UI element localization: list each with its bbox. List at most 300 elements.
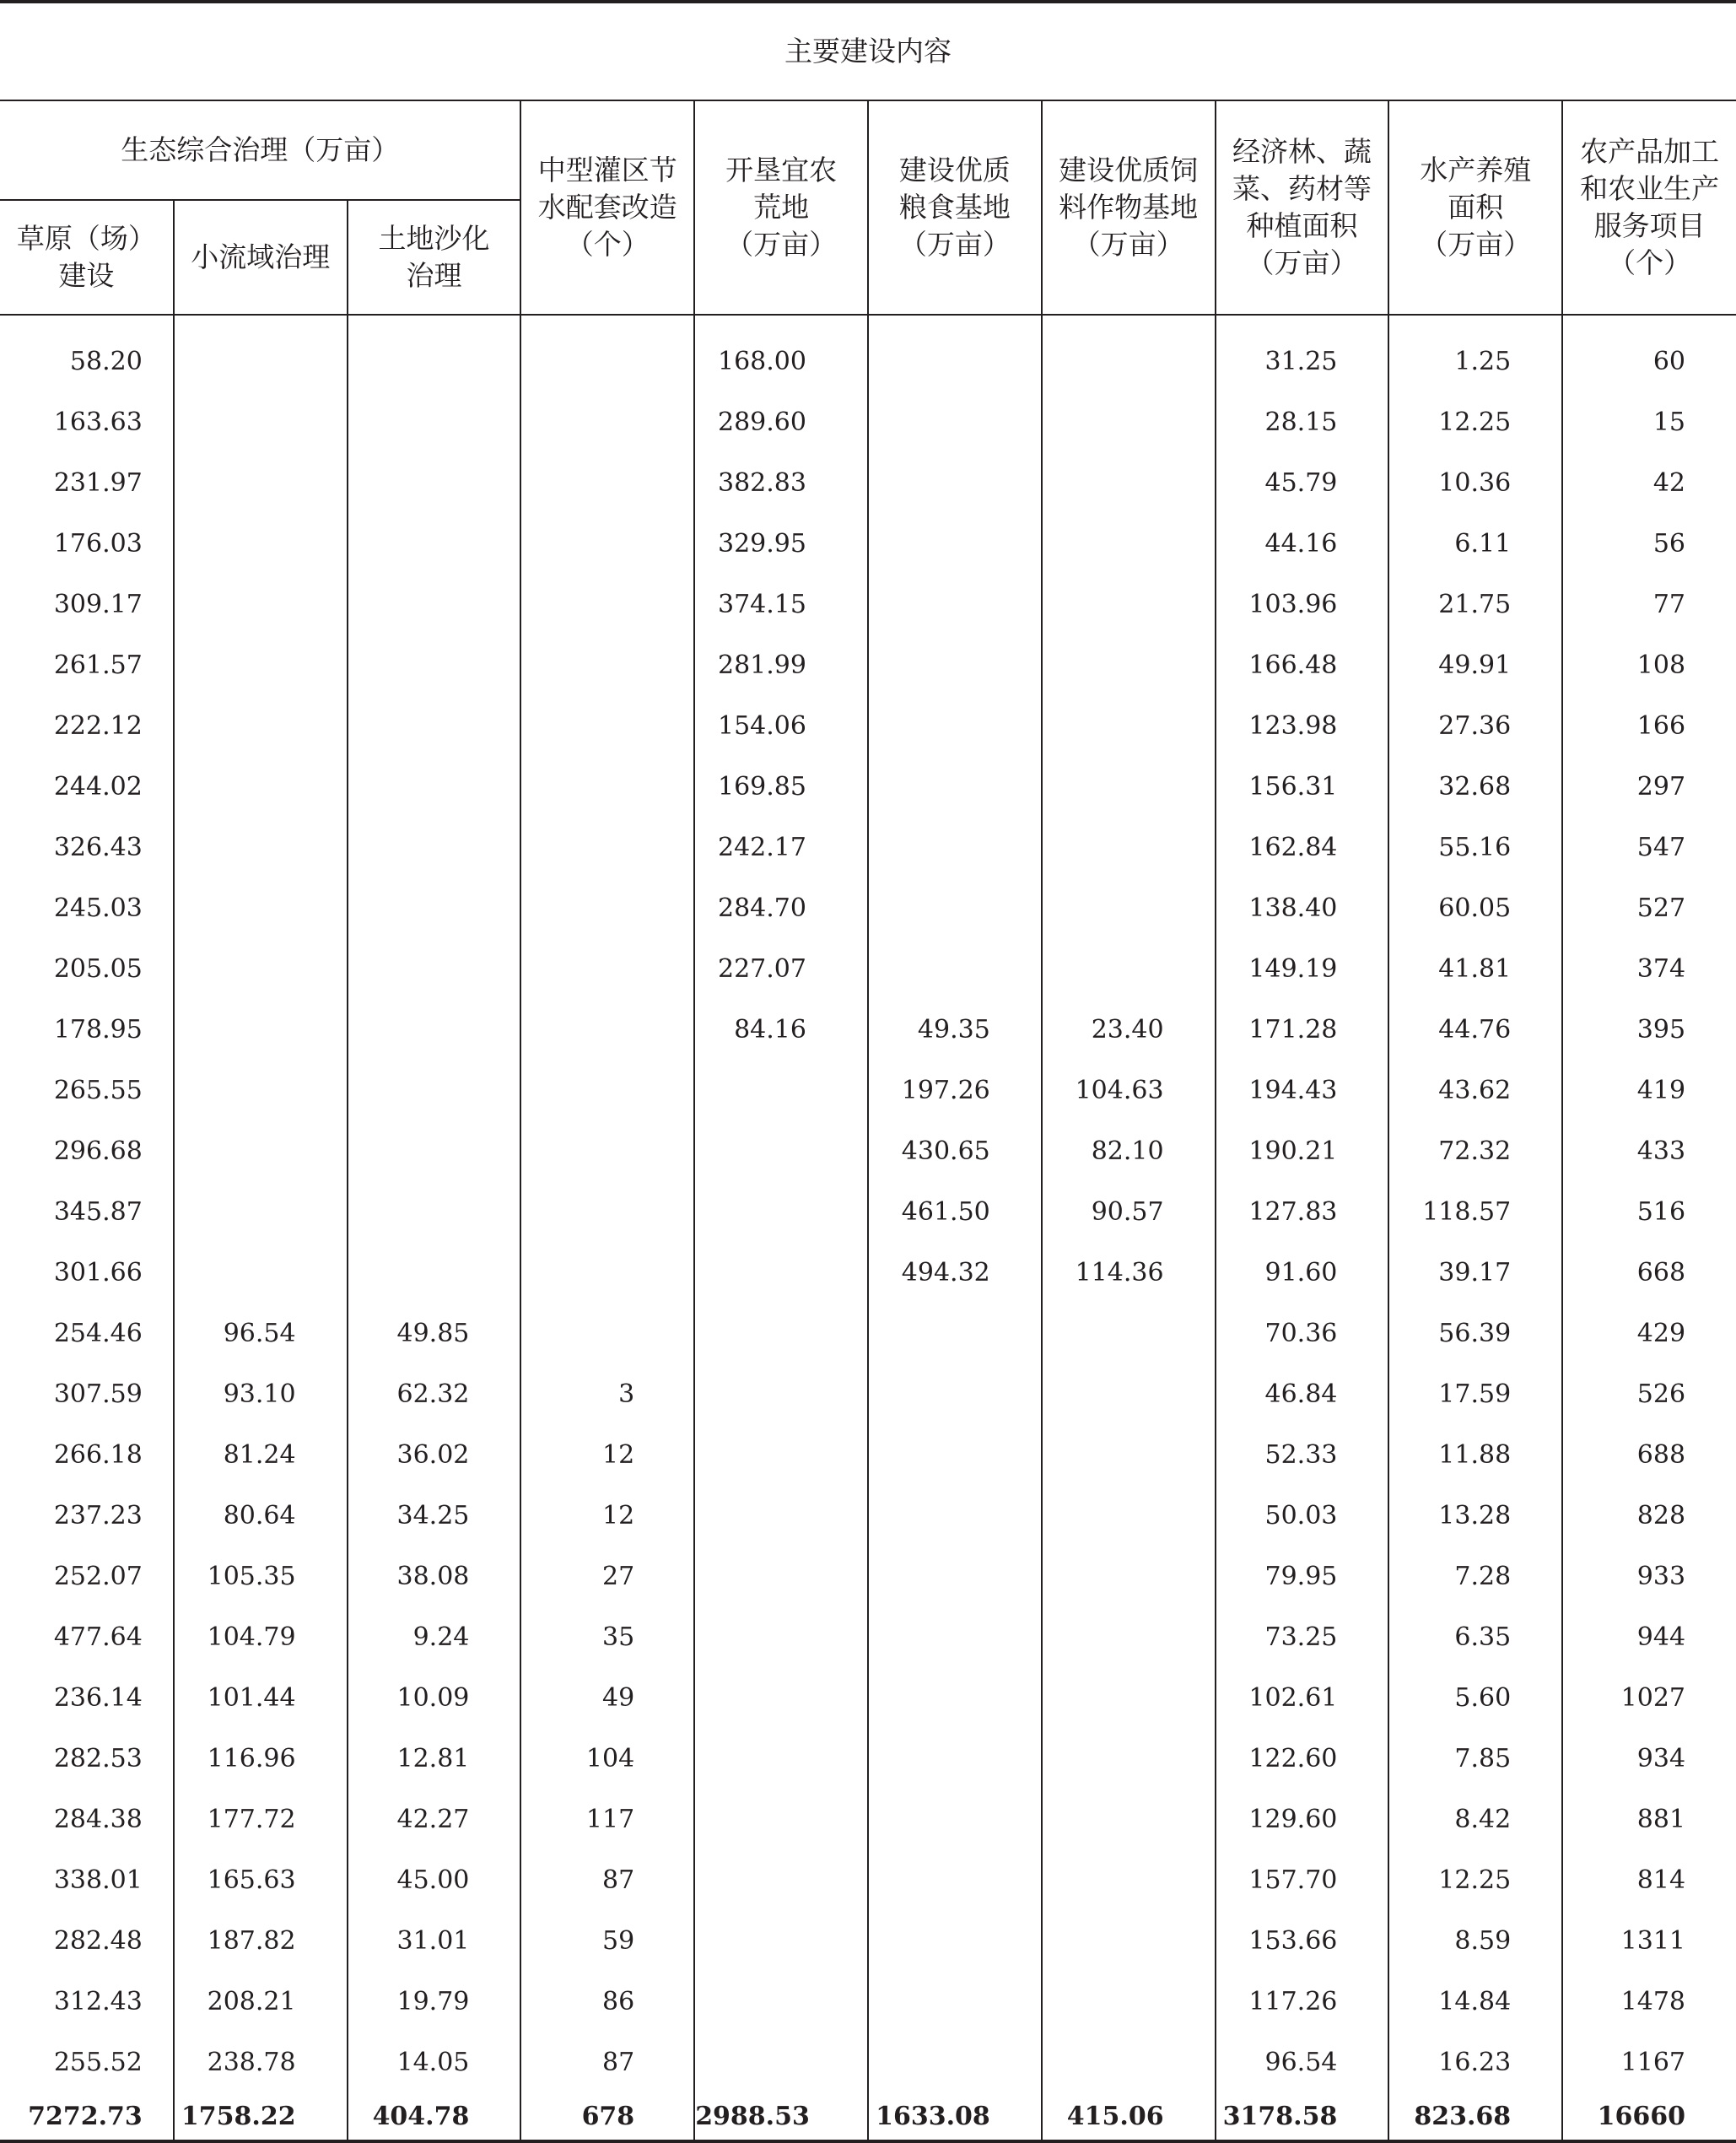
table-cell: 237.23 bbox=[53, 1500, 143, 1530]
table-cell: 123.98 bbox=[1216, 695, 1389, 756]
table-cell bbox=[348, 938, 521, 999]
table-cell bbox=[1042, 1485, 1216, 1546]
table-cell bbox=[694, 1910, 868, 1971]
table-cell bbox=[868, 574, 1042, 634]
table-cell: 222.12 bbox=[53, 710, 143, 741]
table-cell: 282.53 bbox=[53, 1743, 143, 1773]
table-cell bbox=[174, 695, 348, 756]
table-cell bbox=[694, 1728, 868, 1789]
header-feed-crop-base: 建设优质饲 料作物基地 （万亩） bbox=[1042, 100, 1216, 315]
table-cell: 166 bbox=[1562, 695, 1736, 756]
table-cell: 81.24 bbox=[174, 1424, 348, 1485]
table-cell: 238.78 bbox=[174, 2032, 348, 2092]
table-cell: 31.25 bbox=[1216, 315, 1389, 391]
total-cell: 16660 bbox=[1562, 2092, 1736, 2141]
table-cell: 338.01 bbox=[53, 1865, 143, 1895]
table-cell bbox=[868, 938, 1042, 999]
table-cell: 44.76 bbox=[1388, 999, 1562, 1060]
table-cell: 28.15 bbox=[1216, 391, 1389, 452]
table-cell bbox=[348, 1120, 521, 1181]
table-row bbox=[0, 1181, 1736, 1242]
table-cell: 79.95 bbox=[1216, 1546, 1389, 1606]
table-cell bbox=[694, 1120, 868, 1181]
table-cell bbox=[520, 1120, 694, 1181]
table-cell: 12.25 bbox=[1388, 391, 1562, 452]
table-cell bbox=[1042, 634, 1216, 695]
table-row bbox=[0, 817, 1736, 877]
table-cell: 12.81 bbox=[348, 1728, 521, 1789]
table-cell bbox=[348, 1181, 521, 1242]
table-row bbox=[0, 1060, 1736, 1120]
table-cell bbox=[694, 1181, 868, 1242]
table-cell: 244.02 bbox=[53, 771, 143, 802]
table-cell bbox=[694, 1849, 868, 1910]
table-cell: 96.54 bbox=[174, 1303, 348, 1363]
table-cell bbox=[694, 1606, 868, 1667]
table-cell bbox=[1042, 2032, 1216, 2092]
table-cell: 1027 bbox=[1562, 1667, 1736, 1728]
table-cell bbox=[174, 999, 348, 1060]
table-cell: 297 bbox=[1562, 756, 1736, 817]
table-row bbox=[0, 391, 1736, 452]
table-cell bbox=[348, 756, 521, 817]
total-cell: 678 bbox=[520, 2092, 694, 2141]
table-cell: 50.03 bbox=[1216, 1485, 1389, 1546]
table-cell: 166.48 bbox=[1216, 634, 1389, 695]
table-row bbox=[0, 1849, 1736, 1910]
table-cell: 23.40 bbox=[1042, 999, 1216, 1060]
table-cell bbox=[520, 513, 694, 574]
table-cell: 27 bbox=[520, 1546, 694, 1606]
table-cell bbox=[174, 634, 348, 695]
table-cell: 27.36 bbox=[1388, 695, 1562, 756]
table-cell bbox=[1042, 1363, 1216, 1424]
table-cell: 231.97 bbox=[53, 467, 143, 498]
table-cell bbox=[348, 877, 521, 938]
table-cell bbox=[520, 1303, 694, 1363]
table-cell: 245.03 bbox=[53, 893, 143, 923]
table-cell bbox=[1042, 391, 1216, 452]
table-row bbox=[0, 877, 1736, 938]
table-cell: 129.60 bbox=[1216, 1789, 1389, 1849]
table-cell bbox=[694, 2032, 868, 2092]
table-cell: 227.07 bbox=[694, 938, 868, 999]
table-cell: 526 bbox=[1562, 1363, 1736, 1424]
table-cell bbox=[348, 574, 521, 634]
table-cell: 301.66 bbox=[53, 1257, 143, 1287]
table-cell: 21.75 bbox=[1388, 574, 1562, 634]
table-cell bbox=[1042, 1546, 1216, 1606]
table-cell: 208.21 bbox=[174, 1971, 348, 2032]
table-cell bbox=[868, 1363, 1042, 1424]
table-cell bbox=[1042, 756, 1216, 817]
table-cell bbox=[1042, 817, 1216, 877]
total-cell: 1633.08 bbox=[868, 2092, 1042, 2141]
table-cell: 58.20 bbox=[69, 346, 143, 376]
table-cell bbox=[868, 877, 1042, 938]
table-cell: 93.10 bbox=[174, 1363, 348, 1424]
table-cell: 261.57 bbox=[53, 650, 143, 680]
table-cell bbox=[174, 817, 348, 877]
table-cell bbox=[1042, 1849, 1216, 1910]
table-cell: 117.26 bbox=[1216, 1971, 1389, 2032]
table-row bbox=[0, 938, 1736, 999]
table-cell: 1.25 bbox=[1388, 315, 1562, 391]
table-cell bbox=[520, 391, 694, 452]
table-cell: 296.68 bbox=[53, 1136, 143, 1166]
table-cell bbox=[1042, 1910, 1216, 1971]
table-cell: 1167 bbox=[1562, 2032, 1736, 2092]
table-cell bbox=[868, 756, 1042, 817]
table-cell: 12 bbox=[520, 1424, 694, 1485]
table-cell: 828 bbox=[1562, 1485, 1736, 1546]
table-cell bbox=[348, 634, 521, 695]
table-cell: 8.59 bbox=[1388, 1910, 1562, 1971]
table-cell bbox=[520, 634, 694, 695]
table-cell: 42.27 bbox=[348, 1789, 521, 1849]
table-cell: 31.01 bbox=[348, 1910, 521, 1971]
table-cell: 60 bbox=[1562, 315, 1736, 391]
table-cell: 516 bbox=[1562, 1181, 1736, 1242]
table-cell: 461.50 bbox=[868, 1181, 1042, 1242]
table-cell: 154.06 bbox=[694, 695, 868, 756]
header-agri-processing-projects: 农产品加工 和农业生产 服务项目 （个） bbox=[1562, 100, 1736, 315]
table-cell bbox=[520, 817, 694, 877]
table-cell bbox=[868, 1789, 1042, 1849]
table-cell: 5.60 bbox=[1388, 1667, 1562, 1728]
table-cell: 62.32 bbox=[348, 1363, 521, 1424]
table-row bbox=[0, 1120, 1736, 1181]
table-cell bbox=[520, 1242, 694, 1303]
table-cell: 255.52 bbox=[53, 2047, 143, 2077]
table-cell: 10.09 bbox=[348, 1667, 521, 1728]
total-cell: 1758.22 bbox=[174, 2092, 348, 2141]
table-cell: 190.21 bbox=[1216, 1120, 1389, 1181]
table-cell: 19.79 bbox=[348, 1971, 521, 2032]
table-row bbox=[0, 315, 1736, 391]
table-cell: 117 bbox=[520, 1789, 694, 1849]
table-cell bbox=[694, 1789, 868, 1849]
header-ecological-governance: 生态综合治理（万亩） bbox=[0, 100, 520, 200]
table-cell: 49.85 bbox=[348, 1303, 521, 1363]
table-cell: 87 bbox=[520, 1849, 694, 1910]
table-cell bbox=[868, 1485, 1042, 1546]
table-cell bbox=[1042, 1303, 1216, 1363]
table-cell bbox=[520, 315, 694, 391]
header-grain-base: 建设优质 粮食基地 （万亩） bbox=[868, 100, 1042, 315]
table-cell bbox=[694, 1667, 868, 1728]
table-cell: 1478 bbox=[1562, 1971, 1736, 2032]
table-cell bbox=[520, 452, 694, 513]
table-cell: 49 bbox=[520, 1667, 694, 1728]
table-cell: 205.05 bbox=[53, 953, 143, 984]
table-cell bbox=[1042, 1789, 1216, 1849]
table-cell: 56 bbox=[1562, 513, 1736, 574]
table-row bbox=[0, 695, 1736, 756]
table-cell: 14.84 bbox=[1388, 1971, 1562, 2032]
table-cell bbox=[1042, 452, 1216, 513]
table-cell: 527 bbox=[1562, 877, 1736, 938]
table-cell: 72.32 bbox=[1388, 1120, 1562, 1181]
table-cell bbox=[694, 1060, 868, 1120]
table-cell: 284.70 bbox=[694, 877, 868, 938]
table-cell: 42 bbox=[1562, 452, 1736, 513]
table-cell bbox=[1042, 513, 1216, 574]
table-cell: 34.25 bbox=[348, 1485, 521, 1546]
table-cell bbox=[348, 1242, 521, 1303]
table-cell: 84.16 bbox=[694, 999, 868, 1060]
table-cell: 477.64 bbox=[53, 1622, 143, 1652]
table-row bbox=[0, 999, 1736, 1060]
table-cell: 12 bbox=[520, 1485, 694, 1546]
table-cell bbox=[348, 695, 521, 756]
table-cell: 157.70 bbox=[1216, 1849, 1389, 1910]
table-row bbox=[0, 2032, 1736, 2092]
table-cell: 45.00 bbox=[348, 1849, 521, 1910]
table-cell: 433 bbox=[1562, 1120, 1736, 1181]
table-cell: 104.63 bbox=[1042, 1060, 1216, 1120]
table-cell: 156.31 bbox=[1216, 756, 1389, 817]
header-watershed-governance: 小流域治理 bbox=[174, 200, 348, 315]
table-cell: 80.64 bbox=[174, 1485, 348, 1546]
table-cell: 102.61 bbox=[1216, 1667, 1389, 1728]
table-cell: 168.00 bbox=[694, 315, 868, 391]
table-cell: 46.84 bbox=[1216, 1363, 1389, 1424]
table-cell bbox=[694, 1242, 868, 1303]
table-row bbox=[0, 1971, 1736, 2032]
table-cell: 127.83 bbox=[1216, 1181, 1389, 1242]
table-cell: 103.96 bbox=[1216, 574, 1389, 634]
table-cell: 59 bbox=[520, 1910, 694, 1971]
table-cell bbox=[174, 452, 348, 513]
table-title-row bbox=[0, 2, 1736, 100]
total-cell: 7272.73 bbox=[28, 2101, 143, 2131]
table-cell: 187.82 bbox=[174, 1910, 348, 1971]
table-cell bbox=[520, 938, 694, 999]
table-cell bbox=[174, 756, 348, 817]
table-cell: 163.63 bbox=[53, 407, 143, 437]
table-cell bbox=[694, 1303, 868, 1363]
table-cell bbox=[868, 1971, 1042, 2032]
total-cell: 823.68 bbox=[1388, 2092, 1562, 2141]
table-cell bbox=[520, 574, 694, 634]
table-cell bbox=[868, 1728, 1042, 1789]
table-cell: 44.16 bbox=[1216, 513, 1389, 574]
table-row bbox=[0, 1546, 1736, 1606]
header-aquaculture-area: 水产养殖 面积 （万亩） bbox=[1388, 100, 1562, 315]
table-cell: 118.57 bbox=[1388, 1181, 1562, 1242]
table-row bbox=[0, 1303, 1736, 1363]
table-row bbox=[0, 1728, 1736, 1789]
table-cell bbox=[868, 1667, 1042, 1728]
table-cell: 86 bbox=[520, 1971, 694, 2032]
table-cell bbox=[1042, 574, 1216, 634]
table-cell: 171.28 bbox=[1216, 999, 1389, 1060]
table-cell: 90.57 bbox=[1042, 1181, 1216, 1242]
table-cell: 3 bbox=[520, 1363, 694, 1424]
table-cell: 197.26 bbox=[868, 1060, 1042, 1120]
table-cell bbox=[348, 1060, 521, 1120]
table-row bbox=[0, 756, 1736, 817]
total-cell: 2988.53 bbox=[694, 2092, 868, 2141]
table-cell bbox=[1042, 938, 1216, 999]
table-cell bbox=[868, 1424, 1042, 1485]
table-cell: 73.25 bbox=[1216, 1606, 1389, 1667]
table-cell: 11.88 bbox=[1388, 1424, 1562, 1485]
table-cell: 13.28 bbox=[1388, 1485, 1562, 1546]
table-cell bbox=[868, 817, 1042, 877]
table-cell: 374.15 bbox=[694, 574, 868, 634]
table-row bbox=[0, 1789, 1736, 1849]
table-cell: 547 bbox=[1562, 817, 1736, 877]
table-cell: 101.44 bbox=[174, 1667, 348, 1728]
table-cell: 194.43 bbox=[1216, 1060, 1389, 1120]
table-cell: 45.79 bbox=[1216, 452, 1389, 513]
table-row bbox=[0, 1424, 1736, 1485]
table-cell bbox=[520, 1181, 694, 1242]
table-row bbox=[0, 1242, 1736, 1303]
table-cell bbox=[348, 315, 521, 391]
table-cell: 236.14 bbox=[53, 1682, 143, 1713]
table-cell: 7.85 bbox=[1388, 1728, 1562, 1789]
table-cell: 8.42 bbox=[1388, 1789, 1562, 1849]
table-row bbox=[0, 513, 1736, 574]
table-cell bbox=[174, 1181, 348, 1242]
table-cell: 105.35 bbox=[174, 1546, 348, 1606]
table-cell bbox=[520, 756, 694, 817]
table-cell: 10.36 bbox=[1388, 452, 1562, 513]
table-cell bbox=[868, 513, 1042, 574]
table-cell: 933 bbox=[1562, 1546, 1736, 1606]
table-cell bbox=[520, 999, 694, 1060]
table-cell bbox=[868, 2032, 1042, 2092]
table-cell: 104 bbox=[520, 1728, 694, 1789]
table-cell bbox=[868, 634, 1042, 695]
table-cell: 153.66 bbox=[1216, 1910, 1389, 1971]
table-cell: 104.79 bbox=[174, 1606, 348, 1667]
table-cell: 430.65 bbox=[868, 1120, 1042, 1181]
table-cell bbox=[868, 1849, 1042, 1910]
table-row bbox=[0, 574, 1736, 634]
table-cell bbox=[1042, 315, 1216, 391]
table-cell bbox=[1042, 695, 1216, 756]
table-row bbox=[0, 1363, 1736, 1424]
table-cell bbox=[348, 817, 521, 877]
table-cell: 395 bbox=[1562, 999, 1736, 1060]
table-row bbox=[0, 1485, 1736, 1546]
table-row bbox=[0, 452, 1736, 513]
header-cash-crop-area: 经济林、蔬 菜、药材等 种植面积 （万亩） bbox=[1216, 100, 1389, 315]
table-cell: 307.59 bbox=[53, 1379, 143, 1409]
table-cell bbox=[348, 999, 521, 1060]
table-cell: 6.35 bbox=[1388, 1606, 1562, 1667]
table-cell: 17.59 bbox=[1388, 1363, 1562, 1424]
header-row-upper bbox=[0, 100, 1736, 200]
table-cell bbox=[868, 452, 1042, 513]
table-cell: 114.36 bbox=[1042, 1242, 1216, 1303]
table-cell bbox=[174, 391, 348, 452]
table-cell: 266.18 bbox=[53, 1439, 143, 1470]
table-cell: 177.72 bbox=[174, 1789, 348, 1849]
table-total-row bbox=[0, 2092, 1736, 2141]
table-cell: 91.60 bbox=[1216, 1242, 1389, 1303]
table-cell: 56.39 bbox=[1388, 1303, 1562, 1363]
table-cell bbox=[1042, 877, 1216, 938]
table-cell: 282.48 bbox=[53, 1925, 143, 1956]
table-cell: 149.19 bbox=[1216, 938, 1389, 999]
table-cell bbox=[694, 1546, 868, 1606]
table-cell: 9.24 bbox=[348, 1606, 521, 1667]
total-cell: 3178.58 bbox=[1216, 2092, 1389, 2141]
table-cell bbox=[868, 1546, 1042, 1606]
table-cell bbox=[174, 513, 348, 574]
table-cell: 14.05 bbox=[348, 2032, 521, 2092]
table-cell: 15 bbox=[1562, 391, 1736, 452]
table-cell: 814 bbox=[1562, 1849, 1736, 1910]
table-cell bbox=[694, 1971, 868, 2032]
table-cell: 36.02 bbox=[348, 1424, 521, 1485]
table-cell: 326.43 bbox=[53, 832, 143, 862]
table-cell: 169.85 bbox=[694, 756, 868, 817]
table-cell: 41.81 bbox=[1388, 938, 1562, 999]
table-cell: 289.60 bbox=[694, 391, 868, 452]
table-cell: 52.33 bbox=[1216, 1424, 1389, 1485]
table-row bbox=[0, 1910, 1736, 1971]
table-cell bbox=[868, 695, 1042, 756]
table-cell: 77 bbox=[1562, 574, 1736, 634]
table-cell: 116.96 bbox=[174, 1728, 348, 1789]
table-cell bbox=[868, 315, 1042, 391]
table-cell: 176.03 bbox=[53, 528, 143, 559]
table-cell: 43.62 bbox=[1388, 1060, 1562, 1120]
table-cell bbox=[520, 1060, 694, 1120]
table-cell: 38.08 bbox=[348, 1546, 521, 1606]
table-cell: 254.46 bbox=[53, 1318, 143, 1348]
table-cell: 16.23 bbox=[1388, 2032, 1562, 2092]
table-cell: 12.25 bbox=[1388, 1849, 1562, 1910]
table-cell: 881 bbox=[1562, 1789, 1736, 1849]
header-grassland-construction: 草原（场） 建设 bbox=[0, 200, 174, 315]
table-body bbox=[0, 315, 1736, 2092]
table-cell: 39.17 bbox=[1388, 1242, 1562, 1303]
table-cell bbox=[174, 1120, 348, 1181]
table-cell bbox=[868, 1606, 1042, 1667]
table-cell bbox=[174, 315, 348, 391]
table-cell bbox=[520, 695, 694, 756]
table-cell bbox=[868, 391, 1042, 452]
table-row bbox=[0, 1606, 1736, 1667]
table-cell: 60.05 bbox=[1388, 877, 1562, 938]
table-row bbox=[0, 634, 1736, 695]
table-cell: 382.83 bbox=[694, 452, 868, 513]
table-cell: 82.10 bbox=[1042, 1120, 1216, 1181]
table-cell bbox=[348, 513, 521, 574]
table-cell bbox=[1042, 1606, 1216, 1667]
table-cell: 494.32 bbox=[868, 1242, 1042, 1303]
table-cell bbox=[1042, 1667, 1216, 1728]
table-cell: 668 bbox=[1562, 1242, 1736, 1303]
table-cell bbox=[694, 1424, 868, 1485]
table-cell: 688 bbox=[1562, 1424, 1736, 1485]
table-row bbox=[0, 1667, 1736, 1728]
table-cell: 108 bbox=[1562, 634, 1736, 695]
table-cell bbox=[174, 1060, 348, 1120]
table-cell: 7.28 bbox=[1388, 1546, 1562, 1606]
table-cell: 55.16 bbox=[1388, 817, 1562, 877]
table-cell: 49.35 bbox=[868, 999, 1042, 1060]
table-cell: 32.68 bbox=[1388, 756, 1562, 817]
table-cell bbox=[694, 1363, 868, 1424]
